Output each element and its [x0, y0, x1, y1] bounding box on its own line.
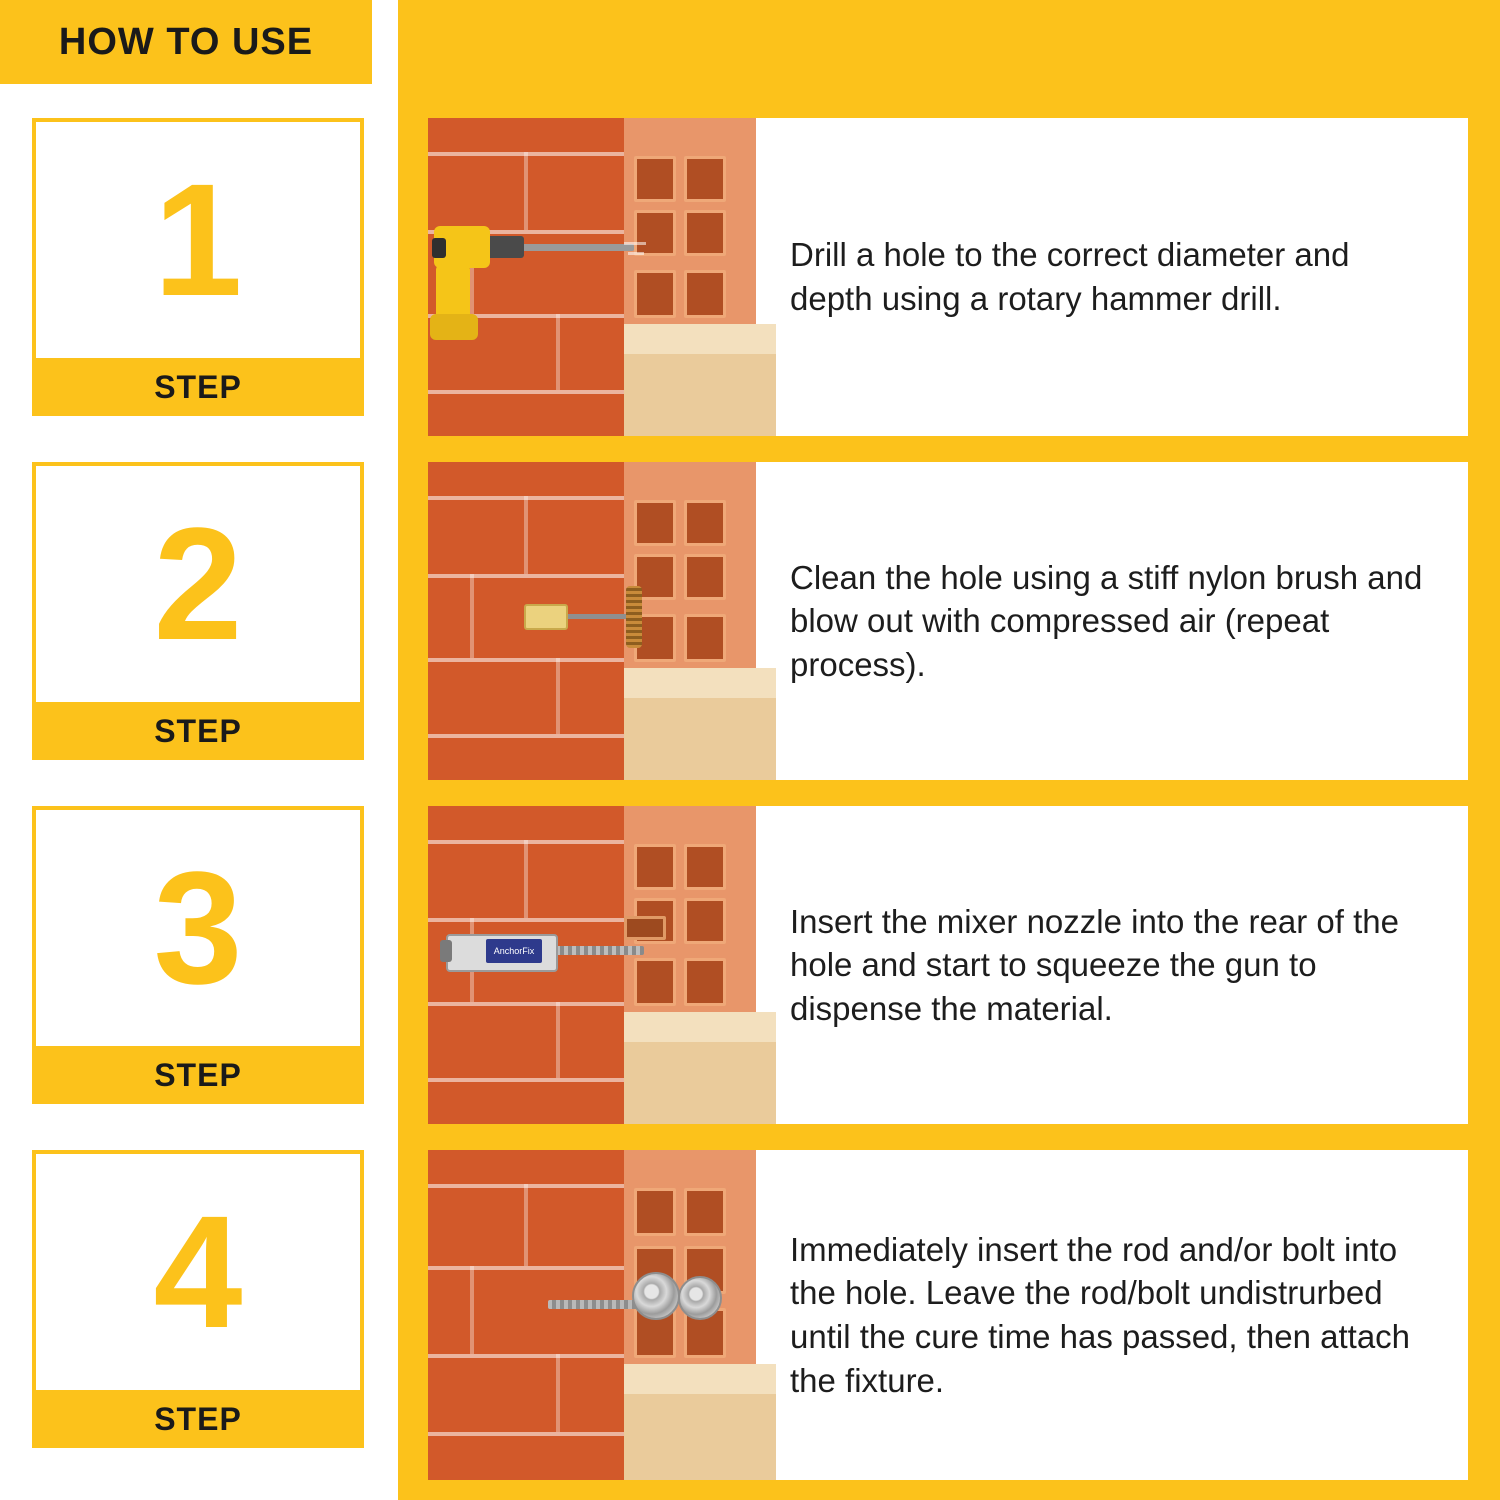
step-illustration-2 — [428, 462, 776, 780]
wall-ledge-front — [624, 1394, 776, 1480]
step-row-4 — [428, 1150, 1468, 1480]
step-row-1 — [428, 118, 1468, 436]
steps-content-panel — [398, 0, 1500, 1500]
wall-ledge-front — [624, 698, 776, 780]
step-card-1 — [32, 118, 364, 416]
step-label-1: STEP — [154, 368, 242, 405]
step-text-container-1 — [776, 118, 1468, 436]
step-number-1: 1 — [153, 150, 243, 329]
wall-ledge-top — [624, 324, 776, 354]
step-number-4: 4 — [153, 1182, 243, 1361]
brush-bristles-icon — [626, 586, 642, 648]
resin-filled-cavity — [624, 916, 666, 940]
brick-wall-graphic-1 — [428, 118, 776, 436]
brush-handle-icon — [524, 604, 568, 630]
step-illustration-4 — [428, 1150, 776, 1480]
step-label-4: STEP — [154, 1400, 242, 1437]
step-text-1: Drill a hole to the correct diameter and depth using a rotary hammer drill. — [790, 236, 1350, 317]
wall-face — [428, 1150, 624, 1480]
step-number-box-2 — [36, 466, 360, 702]
step-number-box-1 — [36, 122, 360, 358]
cartridge-plunger-icon — [440, 940, 452, 962]
wall-ledge-top — [624, 1012, 776, 1042]
wall-ledge-front — [624, 354, 776, 436]
cartridge-label: AnchorFix — [486, 939, 542, 963]
step-illustration-3 — [428, 806, 776, 1124]
step-text-2: Clean the hole using a stiff nylon brush and blow out with compressed air (repeat process). — [790, 558, 1423, 683]
step-row-2 — [428, 462, 1468, 780]
brick-wall-graphic-3 — [428, 806, 776, 1124]
step-text-container-3 — [776, 806, 1468, 1124]
step-card-2 — [32, 462, 364, 760]
step-text-3: Insert the mixer nozzle into the rear of the hole and start to squeeze the gun to dispense the material. — [790, 902, 1399, 1027]
threaded-rod-icon — [548, 1300, 644, 1309]
step-text-container-4 — [776, 1150, 1468, 1480]
step-number-3: 3 — [153, 838, 243, 1017]
brick-wall-graphic-4 — [428, 1150, 776, 1480]
steps-sidebar — [0, 0, 372, 1500]
step-number-2: 2 — [153, 494, 243, 673]
step-label-3: STEP — [154, 1056, 242, 1093]
resin-swirl-1 — [632, 1272, 680, 1320]
mixer-nozzle-icon — [548, 946, 644, 955]
wall-ledge-top — [624, 668, 776, 698]
drill-bit-icon — [516, 244, 634, 251]
step-illustration-1 — [428, 118, 776, 436]
step-card-4 — [32, 1150, 364, 1448]
drill-battery-icon — [430, 314, 478, 340]
step-number-box-3 — [36, 810, 360, 1046]
wall-ledge-front — [624, 1042, 776, 1124]
step-number-box-4 — [36, 1154, 360, 1390]
step-text-4: Immediately insert the rod and/or bolt into the hole. Leave the rod/bolt undistrurbed until the cure time has passed, then attach the fixture. — [790, 1230, 1411, 1399]
step-text-container-2 — [776, 462, 1468, 780]
resin-swirl-2 — [678, 1276, 722, 1320]
page-title: HOW TO USE — [58, 20, 314, 63]
step-label-2: STEP — [154, 712, 242, 749]
step-card-3 — [32, 806, 364, 1104]
step-row-3 — [428, 806, 1468, 1124]
brick-wall-graphic-2 — [428, 462, 776, 780]
drill-trigger-icon — [432, 238, 446, 258]
how-to-use-banner — [0, 0, 372, 84]
wall-ledge-top — [624, 1364, 776, 1394]
